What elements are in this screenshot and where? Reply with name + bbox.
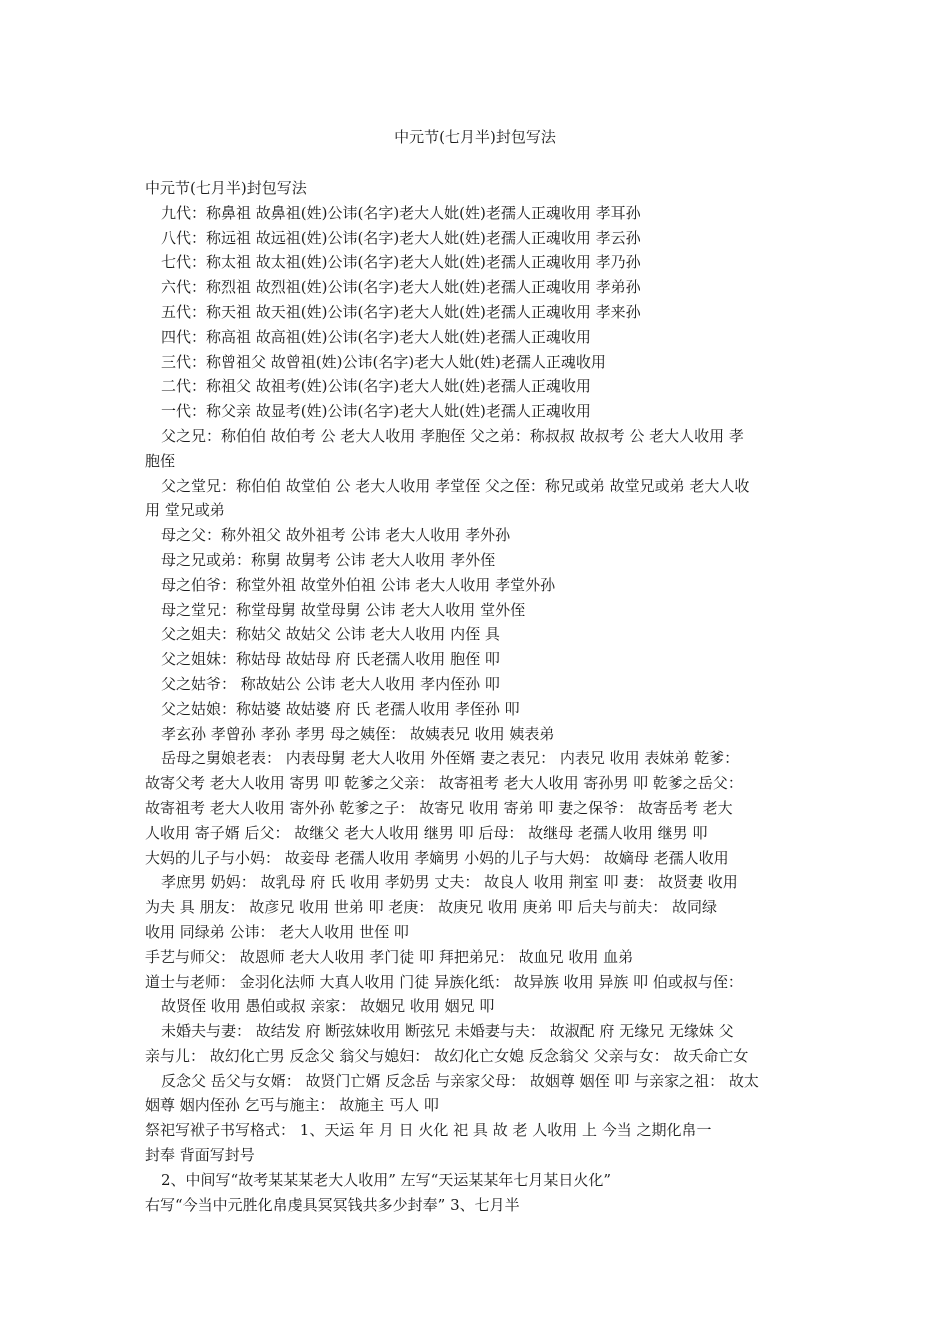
text-line: 母之父：称外祖父 故外祖考 公讳 老大人收用 孝外孙 — [161, 526, 511, 545]
text-line: 二代：称祖父 故祖考(姓)公讳(名字)老大人妣(姓)老孺人正魂收用 — [161, 377, 591, 396]
text-line: 用 堂兄或弟 — [145, 501, 225, 520]
text-line: 七代：称太祖 故太祖(姓)公讳(名字)老大人妣(姓)老孺人正魂收用 孝乃孙 — [161, 253, 641, 272]
text-line: 三代：称曾祖父 故曾祖(姓)公讳(名字)老大人妣(姓)老孺人正魂收用 — [161, 352, 606, 371]
text-line: 亲与儿： 故幻化亡男 反念父 翁父与媳妇： 故幻化亡女媳 反念翁父 父亲与女： 故夭命亡女 — [145, 1046, 749, 1065]
text-line: 故寄父考 老大人收用 寄男 叩 乾爹之父亲： 故寄祖考 老大人收用 寄孙男 叩 乾爹之岳父： — [145, 774, 743, 793]
text-line: 大妈的儿子与小妈： 故妾母 老孺人收用 孝嫡男 小妈的儿子与大妈： 故嫡母 老孺人收用 — [145, 848, 729, 867]
text-line: 封奉 背面写封号 — [145, 1146, 255, 1165]
text-line: 未婚夫与妻： 故结发 府 断弦妹收用 断弦兄 未婚妻与夫： 故淑配 府 无缘兄 无缘妹 父 — [161, 1022, 734, 1041]
text-line: 2、中间写“故考某某某老大人收用” 左写“天运某某年七月某日火化” — [161, 1170, 611, 1189]
text-line: 人收用 寄子婿 后父： 故继父 老大人收用 继男 叩 后母： 故继母 老孺人收用 继男 叩 — [145, 823, 708, 842]
text-line: 姻尊 姻内侄孙 乞丐与施主： 故施主 丐人 叩 — [145, 1096, 439, 1115]
text-line: 道士与老师： 金羽化法师 大真人收用 门徒 异族化纸： 故异族 收用 异族 叩 伯或叔与侄： — [145, 972, 743, 991]
text-line: 中元节(七月半)封包写法 — [145, 179, 307, 197]
text-line: 父之兄：称伯伯 故伯考 公 老大人收用 孝胞侄 父之弟：称叔叔 故叔考 公 老大人收用 孝 — [161, 426, 744, 445]
text-line: 反念父 岳父与女婿： 故贤门亡婿 反念岳 与亲家父母： 故姻尊 姻侄 叩 与亲家之祖： 故太 — [161, 1071, 759, 1090]
text-line: 父之姐妹：称姑母 故姑母 府 氏老孺人收用 胞侄 叩 — [161, 650, 500, 669]
text-line: 四代：称高祖 故高祖(姓)公讳(名字)老大人妣(姓)老孺人正魂收用 — [161, 327, 591, 346]
text-line: 父之姑爷： 称故姑公 公讳 老大人收用 孝内侄孙 叩 — [161, 674, 500, 693]
text-line: 岳母之舅娘老表： 内表母舅 老大人收用 外侄婿 妻之表兄： 内表兄 收用 表妹弟 乾爹： — [161, 749, 740, 768]
text-line: 八代：称远祖 故远祖(姓)公讳(名字)老大人妣(姓)老孺人正魂收用 孝云孙 — [161, 228, 641, 247]
text-line: 母之兄或弟：称舅 故舅考 公讳 老大人收用 孝外侄 — [161, 550, 496, 569]
text-line: 母之堂兄：称堂母舅 故堂母舅 公讳 老大人收用 堂外侄 — [161, 600, 526, 619]
text-line: 母之伯爷：称堂外祖 故堂外伯祖 公讳 老大人收用 孝堂外孙 — [161, 575, 556, 594]
text-line: 孝庶男 奶妈： 故乳母 府 氏 收用 孝奶男 丈夫： 故良人 收用 荆室 叩 妻： 故贤妻 收用 — [161, 873, 738, 892]
text-line: 祭祀写袱子书写格式： 1、天运 年 月 日 火化 祀 具 故 老 人收用 上 今当 之期化帛一 — [145, 1121, 712, 1140]
text-line: 收用 同绿弟 公讳： 老大人收用 世侄 叩 — [145, 922, 409, 941]
text-line: 故寄祖考 老大人收用 寄外孙 乾爹之子： 故寄兄 收用 寄弟 叩 妻之保爷： 故寄岳考 老大 — [145, 798, 733, 817]
text-line: 故贤侄 收用 愚伯或叔 亲家： 故姻兄 收用 姻兄 叩 — [161, 997, 495, 1016]
text-line: 父之姐夫：称姑父 故姑父 公讳 老大人收用 内侄 具 — [161, 625, 500, 644]
text-line: 父之姑娘：称姑婆 故姑婆 府 氏 老孺人收用 孝侄孙 叩 — [161, 699, 520, 718]
text-line: 右写“今当中元胜化帛虔具冥冥钱共多少封奉” 3、七月半 — [145, 1195, 520, 1214]
page-title: 中元节(七月半)封包写法 — [394, 128, 556, 146]
text-line: 五代：称天祖 故天祖(姓)公讳(名字)老大人妣(姓)老孺人正魂收用 孝来孙 — [161, 302, 641, 321]
text-line: 九代：称鼻祖 故鼻祖(姓)公讳(名字)老大人妣(姓)老孺人正魂收用 孝耳孙 — [161, 203, 641, 222]
document-body — [145, 176, 815, 1217]
text-line: 一代：称父亲 故显考(姓)公讳(名字)老大人妣(姓)老孺人正魂收用 — [161, 402, 591, 421]
text-line: 孝玄孙 孝曾孙 孝孙 孝男 母之姨侄： 故姨表兄 收用 姨表弟 — [161, 724, 555, 743]
text-line: 手艺与师父： 故恩师 老大人收用 孝门徒 叩 拜把弟兄： 故血兄 收用 血弟 — [145, 947, 634, 966]
text-line: 父之堂兄：称伯伯 故堂伯 公 老大人收用 孝堂侄 父之侄：称兄或弟 故堂兄或弟 老大人收 — [161, 476, 750, 495]
text-line: 胞侄 — [145, 451, 176, 470]
text-line: 为夫 具 朋友： 故彦兄 收用 世弟 叩 老庚： 故庚兄 收用 庚弟 叩 后夫与前夫： 故同绿 — [145, 898, 717, 917]
text-line: 六代：称烈祖 故烈祖(姓)公讳(名字)老大人妣(姓)老孺人正魂收用 孝弟孙 — [161, 278, 641, 297]
